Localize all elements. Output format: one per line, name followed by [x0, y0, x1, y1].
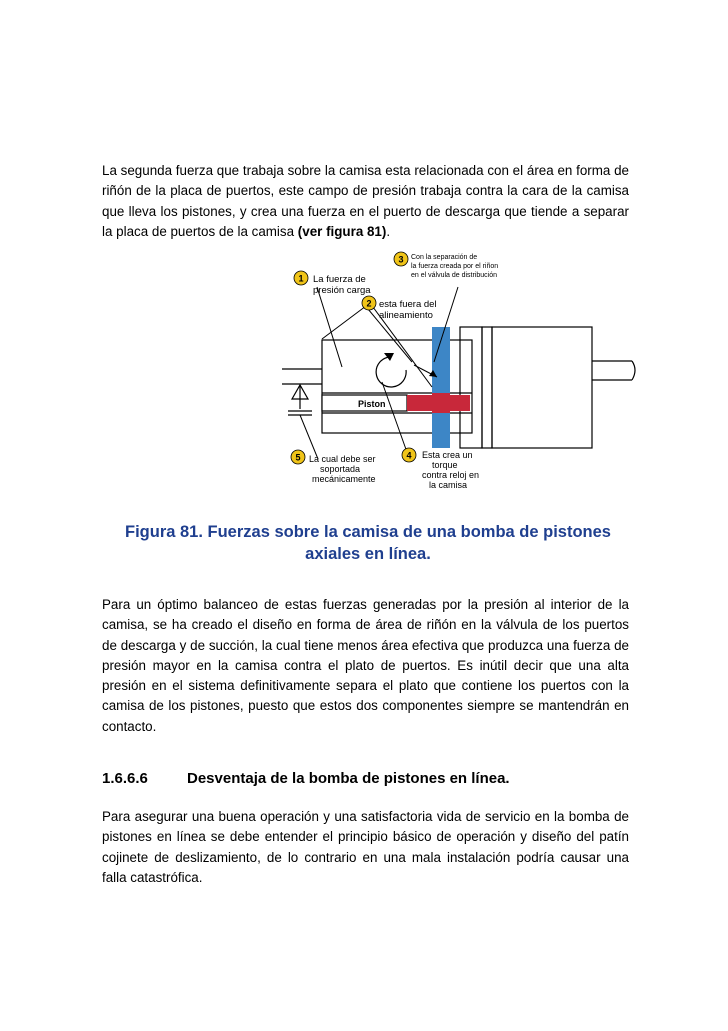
- valve-housing: [492, 327, 592, 448]
- svg-text:alineamiento: alineamiento: [379, 310, 433, 321]
- svg-text:5: 5: [295, 452, 301, 463]
- section-heading: [102, 770, 510, 787]
- svg-text:la camisa: la camisa: [429, 480, 468, 490]
- section-number: 1.6.6.6: [102, 770, 148, 787]
- svg-text:Esta crea un: Esta crea un: [422, 450, 473, 460]
- svg-text:1: 1: [298, 273, 304, 284]
- callout-4: [402, 448, 479, 490]
- callout-2: [362, 296, 437, 321]
- figure-reference: (ver figura 81): [297, 223, 387, 239]
- svg-text:esta fuera del: esta fuera del: [379, 299, 437, 310]
- paragraph-3: Para asegurar una buena operación y una satisfactoria vida de servicio en la bomba de pistones en línea se debe entender el principio básico de operación y diseño del patín cojinete de deslizamiento, de lo contrario en una mala instalación podría causar una falla catastrófica.: [102, 809, 629, 885]
- pressure-chamber-port: [432, 393, 450, 413]
- port-plate-face: [482, 327, 492, 448]
- svg-text:mecánicamente: mecánicamente: [312, 474, 376, 484]
- svg-text:soportada: soportada: [320, 464, 361, 474]
- svg-text:la fuerza creada por el riñon: la fuerza creada por el riñon: [411, 263, 499, 270]
- callout-5: [291, 450, 376, 484]
- piston-label: Piston: [358, 399, 386, 409]
- svg-text:2: 2: [366, 298, 372, 309]
- figure-81-diagram: [282, 247, 642, 499]
- svg-text:torque: torque: [432, 460, 458, 470]
- svg-text:Con la separación de: Con la separación de: [411, 254, 478, 261]
- figure-caption: [108, 521, 628, 565]
- paragraph-1: La segunda fuerza que trabaja sobre la camisa esta relacionada con el área en forma de riñón de la placa de puertos, este campo de presión trabaja contra la cara de la camisa que lleva los pistones, y crea una fuerza en el puerto de descarga que tiende a separar la placa de puertos de la camisa (ver figura 81).: [102, 163, 629, 239]
- svg-text:4: 4: [406, 450, 412, 461]
- svg-text:La cual debe ser: La cual debe ser: [309, 454, 376, 464]
- caption-line-1: Figura 81. Fuerzas sobre la camisa de una bomba de pistones: [125, 523, 611, 541]
- svg-text:3: 3: [398, 254, 404, 265]
- paragraph-2: Para un óptimo balanceo de estas fuerzas generadas por la presión al interior de la camisa, se ha creado el diseño en forma de área de riñón en la válvula de los puertos de descarga y de succión, la cual tiene menos área efectiva que produzca una fuerza de presión mayor en la camisa contra el plato de puertos. Es inútil decir que una alta presión en el sistema definitivamente separa el plato que contiene los puertos con la camisa de los pistones, puesto que estos dos componentes siempre se mantendrán en contacto.: [102, 597, 629, 734]
- caption-line-2: axiales en línea.: [305, 545, 431, 563]
- blue-plate: [432, 327, 450, 448]
- section-title: Desventaja de la bomba de pistones en línea.: [187, 770, 510, 787]
- torque-arrow: [376, 357, 406, 387]
- svg-text:La fuerza de: La fuerza de: [313, 274, 366, 285]
- callout-3: [394, 252, 498, 279]
- svg-text:en el válvula de distribución: en el válvula de distribución: [411, 272, 497, 279]
- pressure-chamber-red: [407, 395, 432, 411]
- svg-text:presión carga: presión carga: [313, 285, 371, 296]
- callout-1: [294, 271, 371, 296]
- port-plate: [460, 327, 482, 448]
- svg-text:contra reloj en: contra reloj en: [422, 470, 480, 480]
